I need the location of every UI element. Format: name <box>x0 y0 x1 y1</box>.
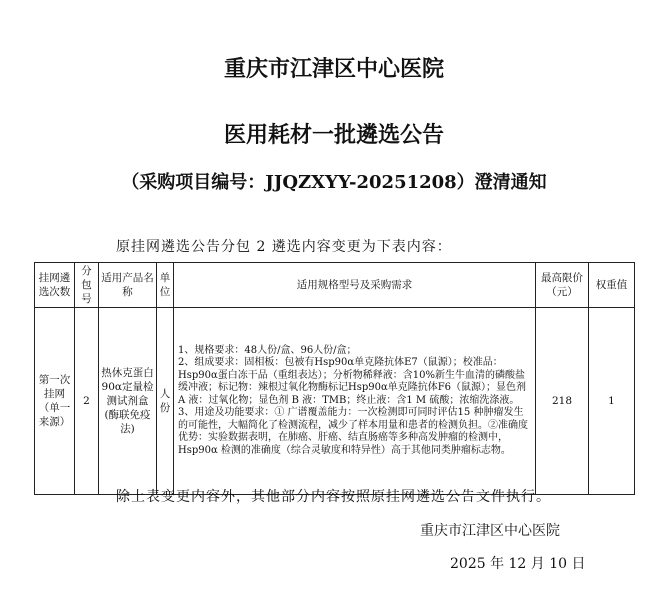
table-row <box>35 308 635 495</box>
cell-product: 热休克蛋白90α定量检测试剂盒(酶联免疫法) <box>99 308 157 495</box>
header-product: 适用产品名称 <box>99 263 157 308</box>
cell-weight: 1 <box>589 308 635 495</box>
cell-unit: 人份 <box>157 308 174 495</box>
table-header-row <box>35 263 635 308</box>
header-max-price: 最高限价（元） <box>536 263 589 308</box>
header-package: 分包号 <box>75 263 99 308</box>
closing-paragraph: 除上表变更内容外，其他部分内容按照原挂网遴选公告文件执行。 <box>116 489 551 505</box>
requirement-spec: 1、规格要求：48人份/盒、96人份/盒； <box>178 344 357 356</box>
header-round: 挂网遴选次数 <box>35 263 75 308</box>
cell-requirements <box>174 308 536 495</box>
intro-paragraph: 原挂网遴选公告分包 2 遴选内容变更为下表内容： <box>116 239 452 255</box>
signature-date: 2025 年 12 月 10 日 <box>450 556 586 572</box>
requirement-function: 3、用途及功能要求：① 广谱覆盖能力：一次检测即可同时评估15 种肿瘤发生的可能性，大幅简化了检测流程，减少了样本用量和患者的检测负担。②准确度优势：实验数据表明，在肺癌、肝癌、结直肠癌等多种高发肿瘤的检测中，Hsp90α 检测的准确度（综合灵敏度和特异性）高于其他同类肿瘤标志物。 <box>178 407 528 456</box>
requirement-composition: 2、组成要求：固相板：包被有Hsp90α单克隆抗体E7（鼠源）；校准品：Hsp90α蛋白冻干品（重组表达）；分析物稀释液：含10%新生牛血清的磷酸盐缓冲液；标记物：辣根过氧化物酶标记Hsp90α单克隆抗体F6（鼠源）；显色剂 A 液：过氧化物；显色剂 B 液：TMB；终止液：含1 M 硫酸；浓缩洗涤液。 <box>178 357 527 406</box>
signature-org: 重庆市江津区中心医院 <box>420 523 560 539</box>
header-requirements: 适用规格型号及采购需求 <box>174 263 536 308</box>
header-unit: 单位 <box>157 263 174 308</box>
change-table <box>34 262 635 495</box>
header-weight: 权重值 <box>589 263 635 308</box>
cell-package: 2 <box>75 308 99 495</box>
hospital-name-title: 重庆市江津区中心医院 <box>223 56 444 82</box>
cell-round: 第一次挂网（单一来源） <box>35 308 75 495</box>
cell-max-price: 218 <box>536 308 589 495</box>
clarification-title: （采购项目编号：JJQZXYY-20251208）澄清通知 <box>121 172 547 193</box>
notice-title: 医用耗材一批遴选公告 <box>223 122 444 148</box>
